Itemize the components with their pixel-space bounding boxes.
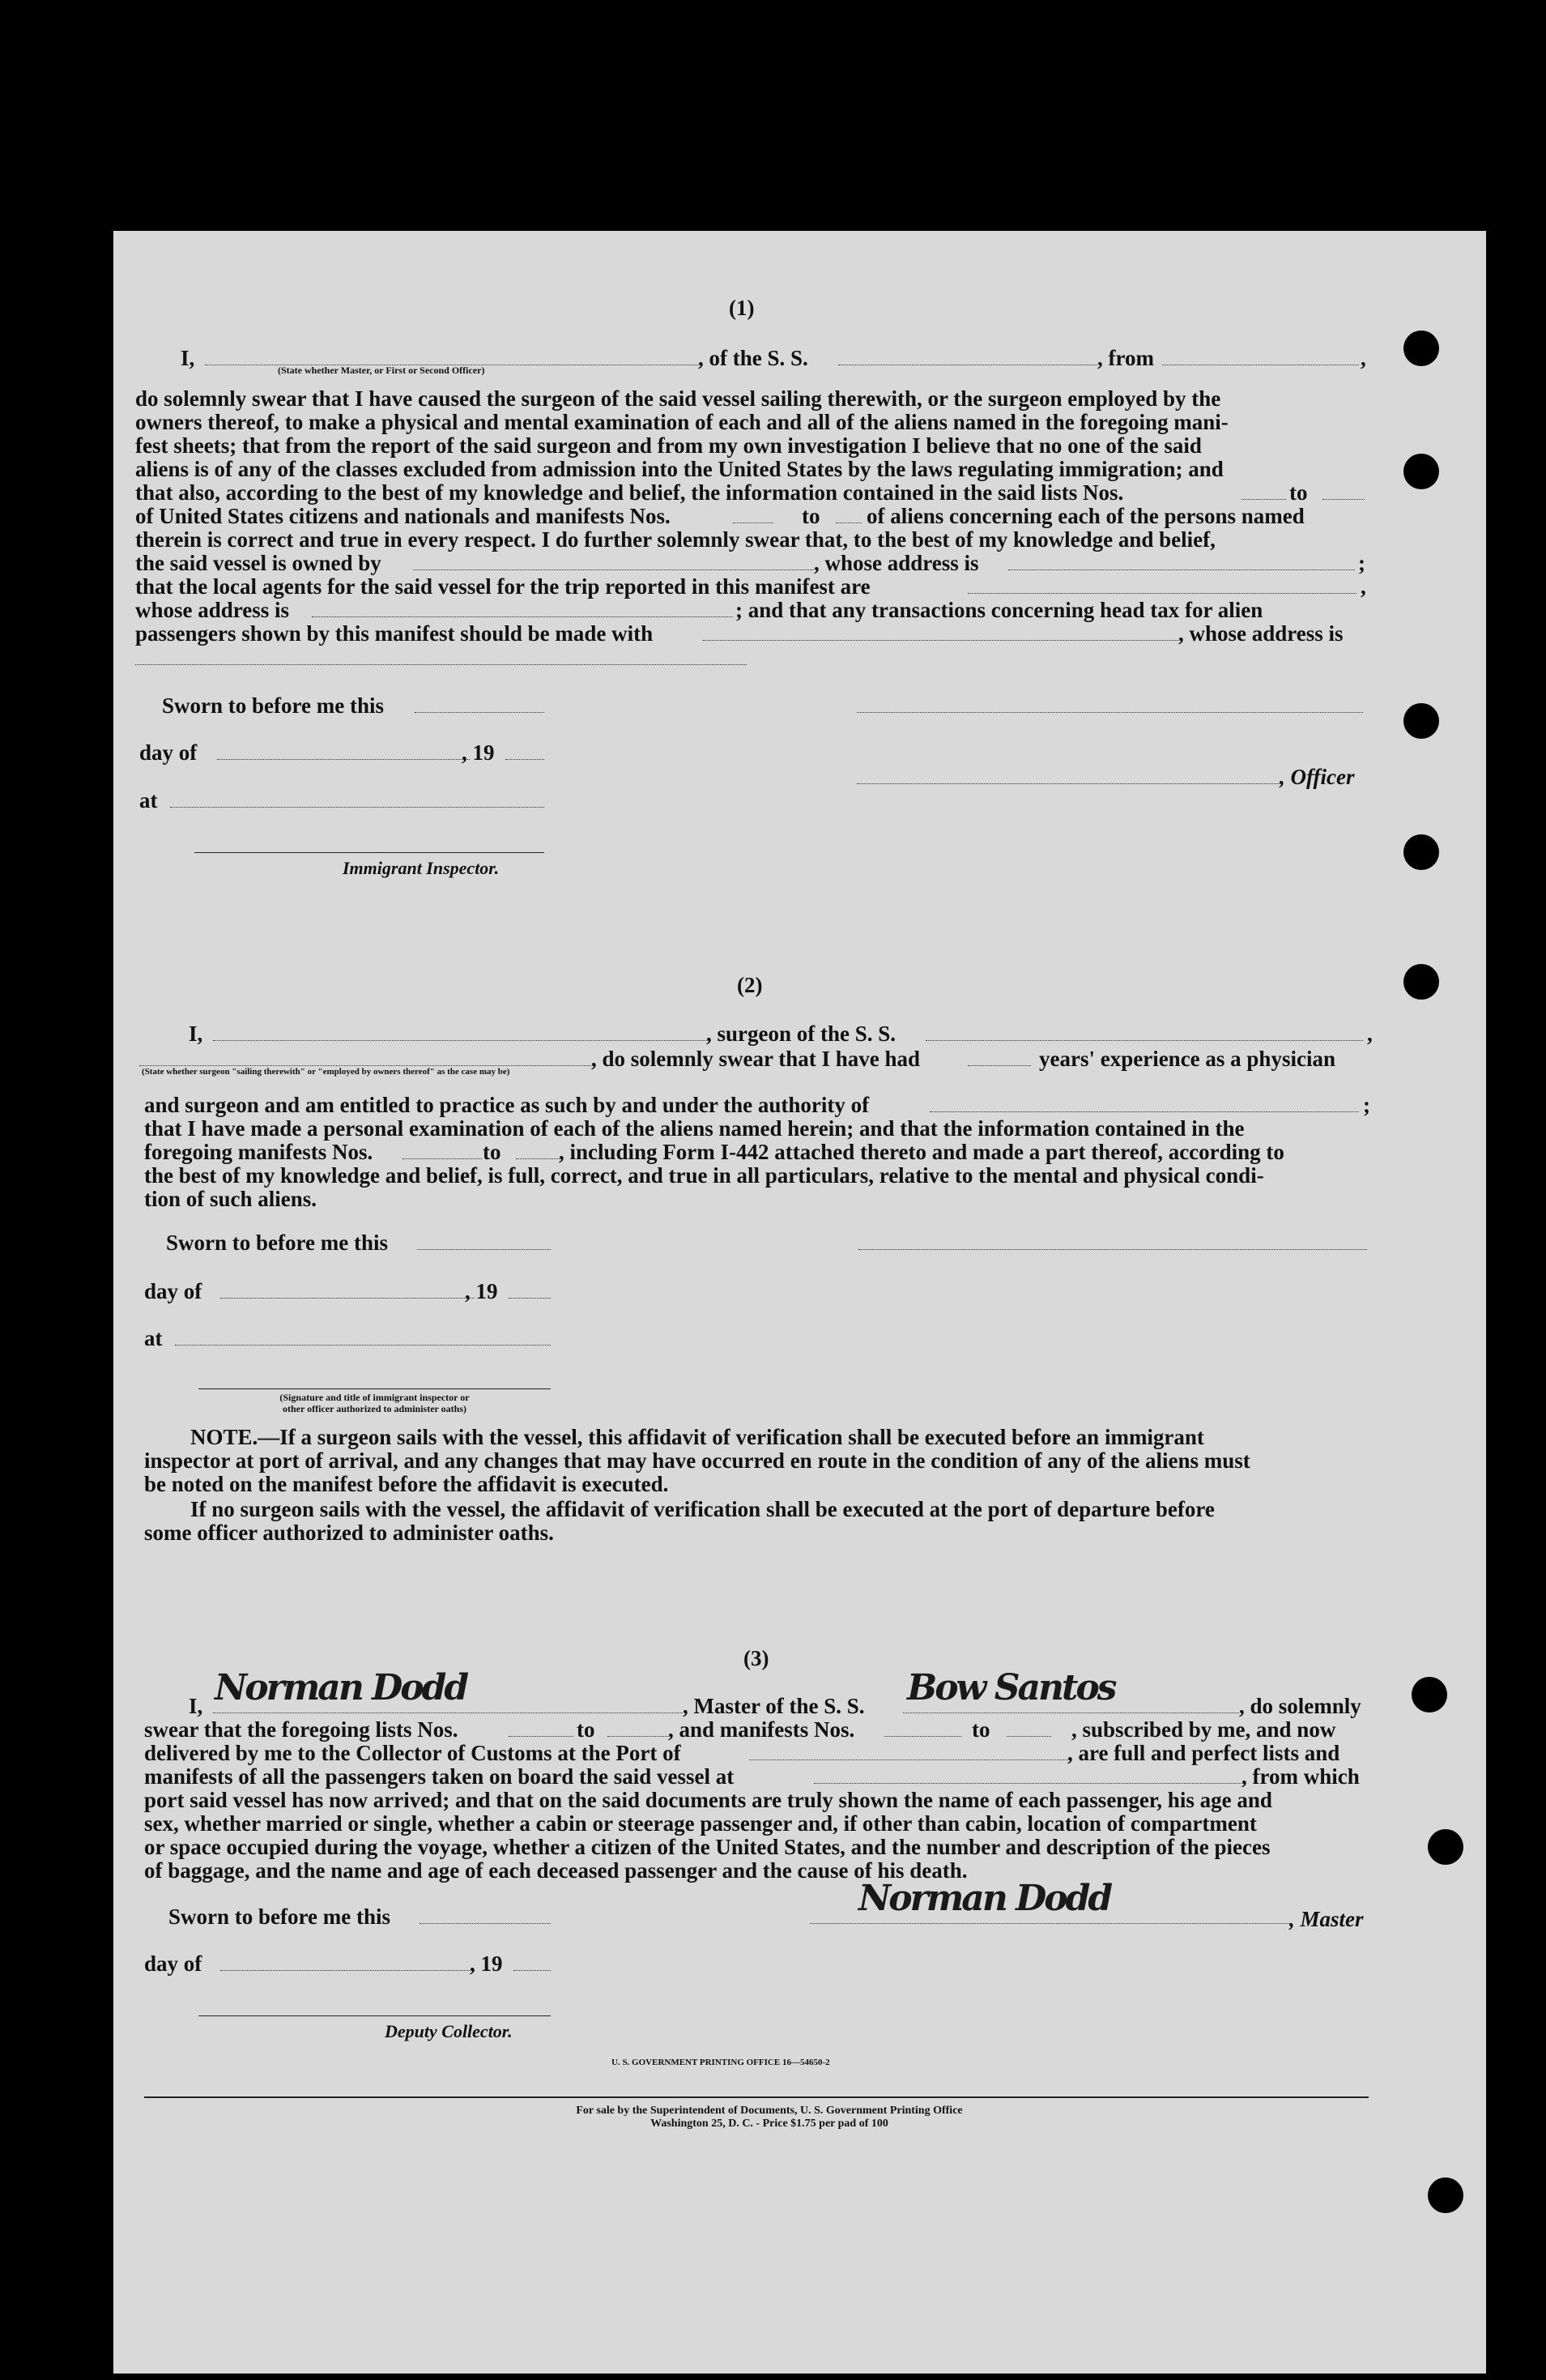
s1-from: , from <box>1097 346 1154 370</box>
punch-hole <box>1403 454 1439 489</box>
s3-line-3a: delivered by me to the Collector of Customs at the Port of <box>144 1741 681 1765</box>
s3-to: to <box>577 1717 595 1742</box>
s3-lists-from-blank <box>509 1736 573 1737</box>
s1-line-8b: , whose address is <box>814 551 979 575</box>
s1-line-6b: of aliens concerning each of the persons named <box>867 504 1305 528</box>
s2-line-3: and surgeon and am entitled to practice as such by and under the authority of <box>144 1093 870 1117</box>
footer-rule <box>144 2096 1369 2098</box>
s1-year: , 19 <box>462 740 495 765</box>
s2-day-of: day of <box>144 1279 202 1303</box>
agents-blank <box>968 593 1356 594</box>
s1-line-8a: the said vessel is owned by <box>135 551 381 575</box>
s3-to-2: to <box>972 1717 990 1742</box>
s1-comma: , <box>1361 346 1366 370</box>
s1-line-5: that also, according to the best of my knowledge and belief, the information contained in the said lists Nos. <box>135 480 1124 505</box>
s1-line-1: do solemnly swear that I have caused the surgeon of the said vessel sailing therewith, or the surgeon employed by the <box>135 386 1221 411</box>
s1-line-11b: , whose address is <box>1178 621 1344 646</box>
s3-solemnly: , do solemnly <box>1239 1694 1361 1718</box>
s3-lists-to-blank <box>607 1736 672 1737</box>
s2-signature-blank <box>858 1249 1367 1250</box>
surgeon-status-caption: (State whether surgeon "sailing therewith" or "employed by owners thereof" as the case may be) <box>142 1067 510 1077</box>
s3-vessel-blank <box>903 1712 1239 1713</box>
s3-line-4a: manifests of all the passengers taken on board the said vessel at <box>144 1764 735 1789</box>
section-3-number: (3) <box>743 1646 769 1670</box>
s3-year: , 19 <box>470 1951 503 1976</box>
s2-comma: , <box>1367 1022 1373 1046</box>
s3-manifests-from-blank <box>884 1736 961 1737</box>
s1-line-9: that the local agents for the said vessel for the trip reported in this manifest are <box>135 574 871 599</box>
s1-line-7: therein is correct and true in every respect. I do further solemnly swear that, to the best of my knowledge and belief, <box>135 527 1216 552</box>
s1-line-10b: ; and that any transactions concerning head tax for alien <box>735 598 1263 622</box>
sale-notice-2: Washington 25, D. C. - Price $1.75 per pad of 100 <box>650 2118 888 2130</box>
s2-to: to <box>483 1140 501 1164</box>
s2-sworn: Sworn to before me this <box>166 1231 388 1255</box>
head-tax-address-blank <box>135 664 747 665</box>
punch-hole <box>1403 834 1439 870</box>
master-signature: Norman Dodd <box>215 1667 467 1708</box>
s1-sworn: Sworn to before me this <box>162 693 384 718</box>
ship-name-handwritten: Bow Santos <box>907 1667 1115 1708</box>
s1-officer-signature-blank <box>857 712 1363 713</box>
s1-at: at <box>139 788 158 813</box>
s2-note-4: If no surgeon sails with the vessel, the affidavit of verification shall be executed at the port of departure before <box>190 1497 1215 1521</box>
s3-master-signature-blank <box>810 1923 1292 1924</box>
s2-at-blank <box>175 1345 551 1346</box>
s1-day-blank <box>217 759 470 760</box>
s1-year-blank <box>505 759 544 760</box>
s2-at: at <box>144 1326 163 1350</box>
s2-manifest-from-blank <box>402 1158 482 1159</box>
s2-surgeon: , surgeon of the S. S. <box>706 1022 897 1046</box>
s2-note-3: be noted on the manifest before the affidavit is executed. <box>144 1472 669 1496</box>
s2-line-6: the best of my knowledge and belief, is full, correct, and true in all particulars, relative to the mental and physical condi- <box>144 1163 1264 1188</box>
s1-line-6a: of United States citizens and nationals and manifests Nos. <box>135 504 671 528</box>
s1-officer-label: , Officer <box>1280 765 1355 789</box>
s1-to-2: to <box>802 504 820 528</box>
punch-hole <box>1428 1829 1463 1865</box>
master-name-blank <box>213 1712 683 1713</box>
s3-line-7: or space occupied during the voyage, whether a citizen of the United States, and the number and description of the pieces <box>144 1835 1271 1859</box>
s3-year-blank <box>513 1970 551 1971</box>
s3-line-8: of baggage, and the name and age of each deceased passenger and the cause of his death. <box>144 1858 968 1883</box>
manifests-to-blank <box>836 522 862 523</box>
s3-sworn: Sworn to before me this <box>168 1904 390 1929</box>
s3-day-blank <box>220 1970 475 1971</box>
s1-of-ss: , of the S. S. <box>698 346 808 370</box>
agents-address-blank <box>312 616 733 617</box>
s3-line-2c: , subscribed by me, and now <box>1071 1717 1336 1742</box>
s3-line-3b: , are full and perfect lists and <box>1067 1741 1340 1765</box>
s1-semi: ; <box>1358 551 1365 575</box>
punch-hole <box>1403 703 1439 739</box>
sale-notice-1: For sale by the Superintendent of Documents, U. S. Government Printing Office <box>576 2105 963 2117</box>
s2-sworn-blank <box>417 1249 551 1250</box>
s3-line-2b: , and manifests Nos. <box>668 1717 855 1742</box>
s2-note-1: NOTE.—If a surgeon sails with the vessel, this affidavit of verification shall be executed before an immigrant <box>190 1425 1204 1449</box>
lists-from-blank <box>1241 499 1286 500</box>
s3-deputy-line <box>198 2015 551 2016</box>
s3-deputy-label: Deputy Collector. <box>385 2021 513 2041</box>
punch-hole <box>1403 331 1439 366</box>
s3-i-label: I, <box>189 1694 203 1718</box>
s1-inspector-line <box>194 852 544 853</box>
s1-comma-2: , <box>1361 574 1366 599</box>
s1-i-label: I, <box>181 346 195 370</box>
s2-line-5a: foregoing manifests Nos. <box>144 1140 373 1164</box>
s2-sig-caption-2: other officer authorized to administer oaths) <box>283 1403 466 1414</box>
s3-manifests-to-blank <box>1007 1736 1051 1737</box>
section-1-number: (1) <box>729 296 755 320</box>
s1-line-11a: passengers shown by this manifest should be made with <box>135 621 654 646</box>
owner-blank <box>413 569 814 570</box>
s3-day-of: day of <box>144 1951 202 1976</box>
surgeon-status-blank <box>139 1065 593 1066</box>
s2-years: years' experience as a physician <box>1039 1047 1335 1071</box>
s3-line-2a: swear that the foregoing lists Nos. <box>144 1717 458 1742</box>
s3-line-6: sex, whether married or single, whether a cabin or steerage passenger and, if other than cabin, location of compartment <box>144 1811 1257 1836</box>
punch-hole <box>1412 1677 1447 1712</box>
authority-blank <box>930 1111 1359 1112</box>
s2-vessel-blank <box>926 1040 1363 1041</box>
s1-at-blank <box>170 807 544 808</box>
punch-hole <box>1403 964 1439 1000</box>
s2-manifest-to-blank <box>516 1158 561 1159</box>
master-signature-2: Norman Dodd <box>858 1878 1111 1919</box>
s2-year: , 19 <box>465 1279 498 1303</box>
s2-line-7: tion of such aliens. <box>144 1187 317 1211</box>
s2-line-5b: , including Form I-442 attached thereto and made a part thereof, according to <box>559 1140 1284 1164</box>
s1-officer-title-blank <box>857 783 1280 784</box>
s1-line-10a: whose address is <box>135 598 290 622</box>
boarded-at-blank <box>814 1783 1243 1784</box>
s2-i-label: I, <box>189 1022 203 1046</box>
s2-day-blank <box>220 1298 475 1299</box>
s1-inspector-label: Immigrant Inspector. <box>343 858 500 878</box>
s1-day-of: day of <box>139 740 198 765</box>
s2-note-5: some officer authorized to administer oaths. <box>144 1521 554 1545</box>
officer-rank-caption: (State whether Master, or First or Second Officer) <box>278 365 485 376</box>
s3-master-of: , Master of the S. S. <box>683 1694 865 1718</box>
manifests-from-blank <box>733 522 773 523</box>
s2-line-4: that I have made a personal examination of each of the aliens named herein; and that the information contained in the <box>144 1116 1245 1141</box>
s3-line-5: port said vessel has now arrived; and that on the said documents are truly shown the name of each passenger, his age and <box>144 1788 1272 1812</box>
s2-inspector-line <box>198 1388 551 1389</box>
punch-hole <box>1428 2177 1463 2213</box>
s2-semi: ; <box>1363 1093 1370 1117</box>
s3-sworn-blank <box>420 1923 551 1924</box>
owner-address-blank <box>1008 569 1355 570</box>
s2-sig-caption-1: (Signature and title of immigrant inspector or <box>279 1392 470 1403</box>
s2-note-2: inspector at port of arrival, and any changes that may have occurred en route in the condition of any of the aliens must <box>144 1448 1250 1473</box>
surgeon-name-blank <box>213 1040 709 1041</box>
s1-line-4: aliens is of any of the classes excluded from admission into the United States by the laws regulating immigration; and <box>135 457 1224 481</box>
lists-to-blank <box>1322 499 1365 500</box>
s2-year-blank <box>509 1298 551 1299</box>
port-blank <box>749 1759 1069 1760</box>
head-tax-blank <box>703 640 1179 641</box>
s3-line-4b: , from which <box>1241 1764 1360 1789</box>
s1-line-3: fest sheets; that from the report of the said surgeon and from my own investigation I believe that no one of the said <box>135 433 1202 458</box>
years-blank <box>968 1065 1031 1066</box>
s1-to: to <box>1289 480 1308 505</box>
s3-master-label: , Master <box>1289 1907 1364 1931</box>
section-2-number: (2) <box>737 973 763 997</box>
s1-line-2: owners thereof, to make a physical and mental examination of each and all of the aliens named in the foregoing mani- <box>135 410 1229 434</box>
s1-sworn-blank <box>415 712 544 713</box>
gpo-imprint: U. S. GOVERNMENT PRINTING OFFICE 16—54650-2 <box>611 2058 830 2067</box>
s2-swear: , do solemnly swear that I have had <box>591 1047 921 1071</box>
